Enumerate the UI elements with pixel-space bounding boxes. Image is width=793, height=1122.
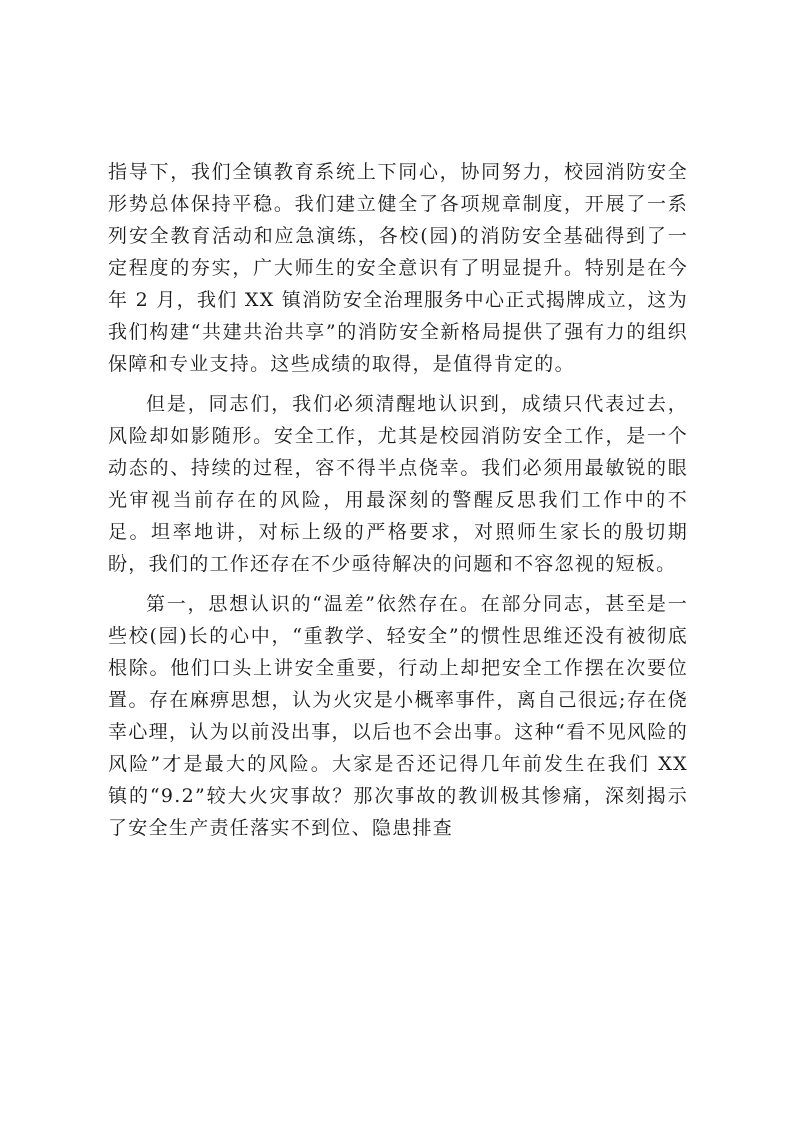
- document-body: [108, 156, 688, 852]
- paragraph-1: 指导下，我们全镇教育系统上下同心，协同努力，校园消防安全形势总体保持平稳。我们建立健全了各项规章制度，开展了一系列安全教育活动和应急演练，各校(园)的消防安全基础得到了一定程度的夯实，广大师生的安全意识有了明显提升。特别是在今年 2 月，我们 XX 镇消防安全治理服务中心正式揭牌成立，这为我们构建“共建共治共享”的消防安全新格局提供了强有力的组织保障和专业支持。这些成绩的取得，是值得肯定的。: [108, 161, 688, 375]
- paragraph-2: 但是，同志们，我们必须清醒地认识到，成绩只代表过去，风险却如影随形。安全工作，尤其是校园消防安全工作，是一个动态的、持续的过程，容不得半点侥幸。我们必须用最敏锐的眼光审视当前存在的风险，用最深刻的警醒反思我们工作中的不足。坦率地讲，对标上级的严格要求，对照师生家长的殷切期盼，我们的工作还存在不少亟待解决的问题和不容忽视的短板。: [108, 393, 688, 575]
- paragraph-3: 第一，思想认识的“温差”依然存在。在部分同志，甚至是一些校(园)长的心中，“重教学、轻安全”的惯性思维还没有被彻底根除。他们口头上讲安全重要，行动上却把安全工作摆在次要位置。存在麻痹思想，认为火灾是小概率事件，离自己很远;存在侥幸心理，认为以前没出事，以后也不会出事。这种“看不见风险的风险”才是最大的风险。大家是否还记得几年前发生在我们 XX 镇的“9.2”较大火灾事故？那次事故的教训极其惨痛，深刻揭示了安全生产责任落实不到位、隐患排查: [108, 593, 688, 839]
